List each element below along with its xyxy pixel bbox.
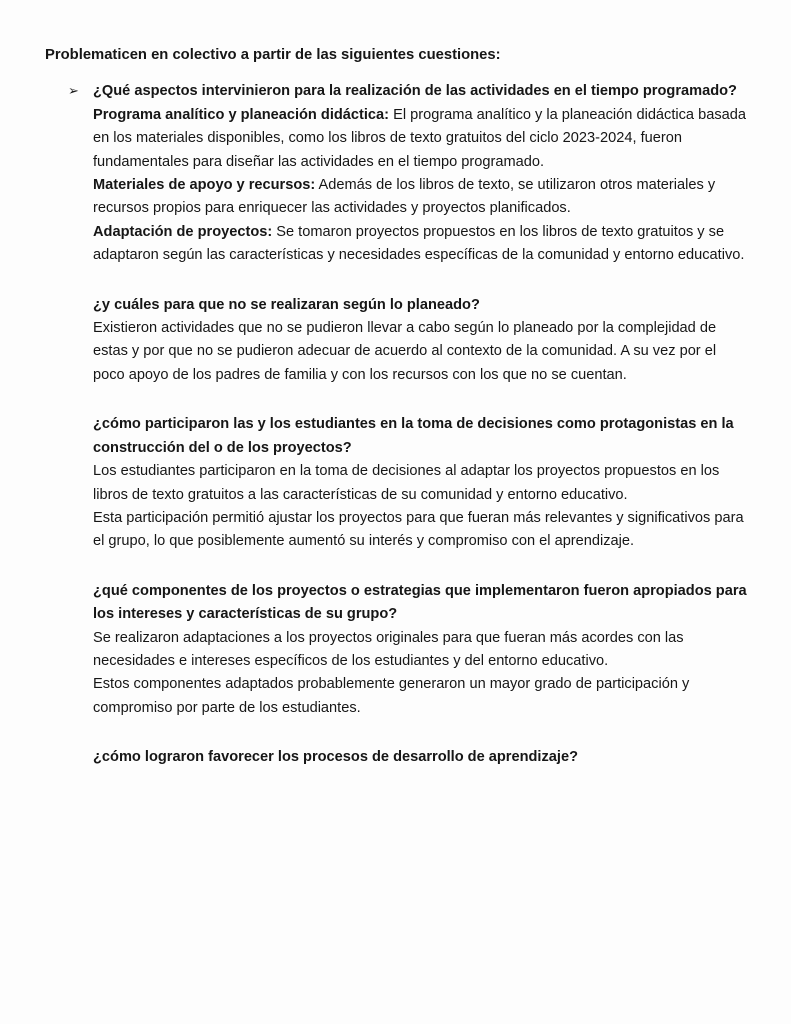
bullet-item <box>45 80 748 769</box>
bold-lead-materiales-apoyo: Materiales de apoyo y recursos: <box>93 177 316 194</box>
bold-lead-adaptacion-proyectos: Adaptación de proyectos: <box>93 223 273 240</box>
answer-paragraph <box>93 174 748 221</box>
answer-text: Se tomaron proyectos propuestos en los libros de texto gratuitos y se adaptaron según las características y necesidades específicas de la comunidad y entorno educativo. <box>93 223 745 264</box>
answer-paragraph: Existieron actividades que no se pudieron llevar a cabo según lo planeado por la complejidad de estas y por que no se pudieron adecuar de acuerdo al contexto de la comunidad. A su vez por el poco apoyo de los padres de familia y con los recursos con los que no se cuentan. <box>93 320 717 383</box>
question-2: ¿y cuáles para que no se realizaran según lo planeado? <box>93 296 480 313</box>
question-4: ¿qué componentes de los proyectos o estrategias que implementaron fueron apropiados para los intereses y características de su grupo? <box>93 582 747 623</box>
bullet-item-body <box>93 80 748 769</box>
question-1: ¿Qué aspectos intervinieron para la realización de las actividades en el tiempo programado? <box>93 83 737 100</box>
answer-paragraph: Estos componentes adaptados probablemente generaron un mayor grado de participación y compromiso por parte de los estudiantes. <box>93 676 690 716</box>
answer-text: El programa analítico y la planeación didáctica basada en los materiales disponibles, como los libros de texto gratuitos del ciclo 2023-2024, fueron fundamentales para diseñar las actividades en el tiempo programado. <box>93 106 746 170</box>
bold-lead-programa-analitico: Programa analítico y planeación didáctica: <box>93 106 390 123</box>
answer-paragraph: Los estudiantes participaron en la toma de decisiones al adaptar los proyectos propuestos en los libros de texto gratuitos a las características de su comunidad y entorno educativo. <box>93 463 720 503</box>
question-3: ¿cómo participaron las y los estudiantes en la toma de decisiones como protagonistas en la construcción del o de los proyectos? <box>93 416 734 456</box>
arrow-bullet-icon: ➢ <box>68 84 79 100</box>
answer-paragraph <box>93 104 748 174</box>
answer-paragraph <box>93 221 748 268</box>
answer-paragraph: Se realizaron adaptaciones a los proyectos originales para que fueran más acordes con las necesidades e intereses específicos de los estudiantes y del entorno educativo. <box>93 629 684 669</box>
document-title: Problematicen en colectivo a partir de las siguientes cuestiones: <box>45 47 501 63</box>
question-5: ¿cómo lograron favorecer los procesos de desarrollo de aprendizaje? <box>93 749 578 766</box>
answer-paragraph: Esta participación permitió ajustar los proyectos para que fueran más relevantes y significativos para el grupo, lo que posiblemente aumentó su interés y compromiso con el aprendizaje. <box>93 509 744 550</box>
answer-text: Además de los libros de texto, se utilizaron otros materiales y recursos propios para enriquecer las actividades y proyectos planificados. <box>93 177 716 217</box>
